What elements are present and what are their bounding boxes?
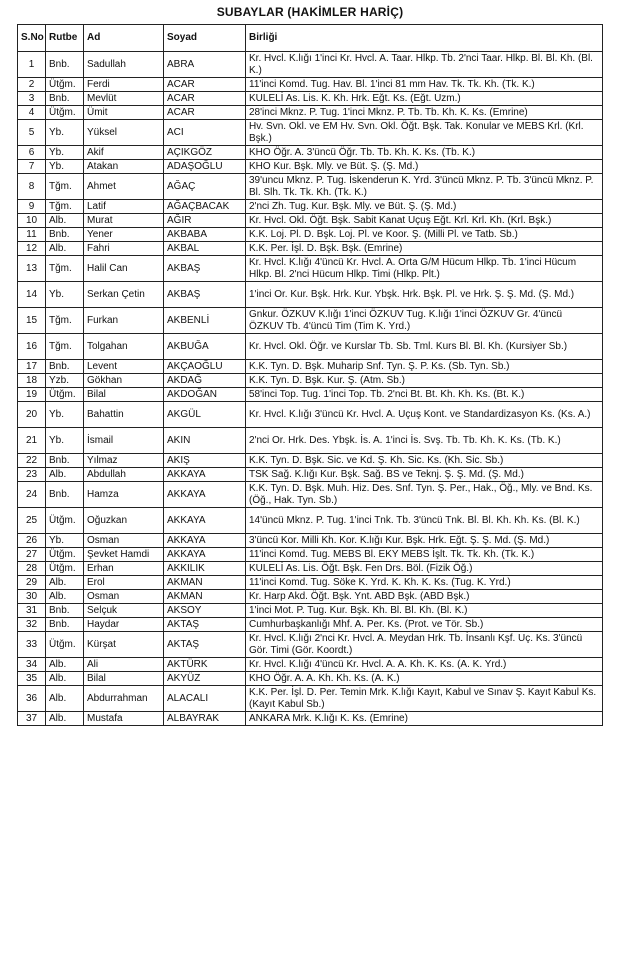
cell-rutbe: Yzb. [46, 374, 84, 388]
cell-birligi: 11'inci Komd. Tug. Söke K. Yrd. K. Kh. K. Ks. (Tug. K. Yrd.) [246, 576, 603, 590]
cell-no: 9 [18, 200, 46, 214]
cell-rutbe: Yb. [46, 534, 84, 548]
cell-birligi: Cumhurbaşkanlığı Mhf. A. Per. Ks. (Prot. ve Tör. Sb.) [246, 618, 603, 632]
cell-rutbe: Ütğm. [46, 632, 84, 658]
cell-ad: Bahattin [84, 402, 164, 428]
cell-no: 29 [18, 576, 46, 590]
cell-no: 19 [18, 388, 46, 402]
cell-rutbe: Alb. [46, 214, 84, 228]
cell-birligi: 3'üncü Kor. Milli Kh. Kor. K.lığı Kur. Bşk. Hrk. Eğt. Ş. Ş. Md. (Ş. Md.) [246, 534, 603, 548]
cell-soyad: AKKAYA [164, 548, 246, 562]
cell-birligi: K.K. Tyn. D. Bşk. Kur. Ş. (Atm. Sb.) [246, 374, 603, 388]
cell-rutbe: Ütğm. [46, 78, 84, 92]
table-row [18, 120, 603, 146]
cell-soyad: ACAR [164, 78, 246, 92]
cell-no: 34 [18, 658, 46, 672]
cell-birligi: Kr. Hvcl. K.lığı 1'inci Kr. Hvcl. A. Taar. Hlkp. Tb. 2'nci Taar. Hlkp. Bl. Bl. Kh. (Bl. K.) [246, 52, 603, 78]
cell-birligi: Kr. Harp Akd. Öğt. Bşk. Ynt. ABD Bşk. (ABD Bşk.) [246, 590, 603, 604]
table-row [18, 658, 603, 672]
cell-birligi: K.K. Per. İşl. D. Bşk. Bşk. (Emrine) [246, 242, 603, 256]
table-row [18, 334, 603, 360]
table-row [18, 562, 603, 576]
cell-rutbe: Bnb. [46, 604, 84, 618]
table-row [18, 604, 603, 618]
cell-no: 35 [18, 672, 46, 686]
cell-rutbe: Tğm. [46, 200, 84, 214]
cell-ad: Sadullah [84, 52, 164, 78]
cell-no: 6 [18, 146, 46, 160]
cell-soyad: AKMAN [164, 576, 246, 590]
table-row [18, 590, 603, 604]
table-row [18, 534, 603, 548]
cell-ad: Yüksel [84, 120, 164, 146]
cell-birligi: 1'inci Mot. P. Tug. Kur. Bşk. Kh. Bl. Bl. Kh. (Bl. K.) [246, 604, 603, 618]
cell-soyad: AKBUĞA [164, 334, 246, 360]
cell-soyad: ACI [164, 120, 246, 146]
cell-birligi: Kr. Hvcl. Okl. Öğt. Bşk. Sabit Kanat Uçuş Eğt. Krl. Krl. Kh. (Krl. Bşk.) [246, 214, 603, 228]
cell-soyad: AKSOY [164, 604, 246, 618]
cell-soyad: AKBAL [164, 242, 246, 256]
cell-rutbe: Alb. [46, 590, 84, 604]
cell-birligi: 39'uncu Mknz. P. Tug. İskenderun K. Yrd. 3'üncü Mknz. P. Tb. 3'üncü Mknz. P. Bl. Slh. Tk. Tk. Kh. (Tk. K.) [246, 174, 603, 200]
cell-rutbe: Bnb. [46, 618, 84, 632]
cell-birligi: Gnkur. ÖZKUV K.lığı 1'inci ÖZKUV Tug. K.lığı 1'inci ÖZKUV Gr. 4'üncü ÖZKUV Tb. 4'üncü Tim (Tim K. Yrd.) [246, 308, 603, 334]
cell-no: 3 [18, 92, 46, 106]
cell-birligi: Hv. Svn. Okl. ve EM Hv. Svn. Okl. Öğt. Bşk. Tak. Konular ve MEBS Krl. (Krl. Bşk.) [246, 120, 603, 146]
cell-soyad: AKTÜRK [164, 658, 246, 672]
cell-rutbe: Tğm. [46, 308, 84, 334]
table-row [18, 308, 603, 334]
table-row [18, 374, 603, 388]
cell-birligi: Kr. Hvcl. K.lığı 4'üncü Kr. Hvcl. A. Orta G/M Hücum Hlkp. Tb. 1'inci Hücum Hlkp. Bl. 2'nci Hücum Hlkp. Timi (Hlkp. Plt.) [246, 256, 603, 282]
cell-rutbe: Ütğm. [46, 388, 84, 402]
cell-rutbe: Yb. [46, 428, 84, 454]
cell-birligi: TSK Sağ. K.lığı Kur. Bşk. Sağ. BS ve Teknj. Ş. Ş. Md. (Ş. Md.) [246, 468, 603, 482]
cell-no: 8 [18, 174, 46, 200]
table-row [18, 160, 603, 174]
cell-no: 37 [18, 712, 46, 726]
cell-birligi: KHO Öğr. A. 3'üncü Öğr. Tb. Tb. Kh. K. Ks. (Tb. K.) [246, 146, 603, 160]
cell-ad: Abdullah [84, 468, 164, 482]
cell-ad: Yener [84, 228, 164, 242]
cell-rutbe: Alb. [46, 672, 84, 686]
cell-soyad: AKKAYA [164, 468, 246, 482]
cell-ad: Haydar [84, 618, 164, 632]
cell-ad: Oğuzkan [84, 508, 164, 534]
cell-rutbe: Ütğm. [46, 106, 84, 120]
cell-no: 20 [18, 402, 46, 428]
cell-rutbe: Alb. [46, 658, 84, 672]
cell-soyad: AĞIR [164, 214, 246, 228]
cell-ad: Ferdi [84, 78, 164, 92]
cell-rutbe: Bnb. [46, 228, 84, 242]
table-row [18, 454, 603, 468]
cell-ad: Şevket Hamdi [84, 548, 164, 562]
header-no: S.No [18, 25, 46, 52]
cell-soyad: ADAŞOĞLU [164, 160, 246, 174]
cell-soyad: AKDOĞAN [164, 388, 246, 402]
cell-rutbe: Alb. [46, 712, 84, 726]
cell-birligi: Kr. Hvcl. K.lığı 3'üncü Kr. Hvcl. A. Uçuş Kont. ve Standardizasyon Ks. (Ks. A.) [246, 402, 603, 428]
cell-ad: Ali [84, 658, 164, 672]
table-row [18, 242, 603, 256]
cell-soyad: AKKILIK [164, 562, 246, 576]
cell-rutbe: Tğm. [46, 334, 84, 360]
cell-birligi: 1'inci Or. Kur. Bşk. Hrk. Kur. Ybşk. Hrk. Bşk. Pl. ve Hrk. Ş. Ş. Md. (Ş. Md.) [246, 282, 603, 308]
cell-no: 14 [18, 282, 46, 308]
cell-soyad: AKIN [164, 428, 246, 454]
table-row [18, 146, 603, 160]
cell-birligi: KHO Kur. Bşk. Mly. ve Büt. Ş. (Ş. Md.) [246, 160, 603, 174]
cell-rutbe: Ütğm. [46, 562, 84, 576]
cell-soyad: AKBAŞ [164, 282, 246, 308]
cell-birligi: ANKARA Mrk. K.lığı K. Ks. (Emrine) [246, 712, 603, 726]
cell-rutbe: Alb. [46, 242, 84, 256]
cell-no: 24 [18, 482, 46, 508]
cell-birligi: KULELİ As. Lis. K. Kh. Hrk. Eğt. Ks. (Eğt. Uzm.) [246, 92, 603, 106]
cell-soyad: ACAR [164, 106, 246, 120]
cell-birligi: KULELİ As. Lis. Öğt. Bşk. Fen Drs. Böl. (Fizik Öğ.) [246, 562, 603, 576]
officer-table [17, 24, 603, 726]
cell-birligi: K.K. Tyn. D. Bşk. Sic. ve Kd. Ş. Kh. Sic. Ks. (Kh. Sic. Sb.) [246, 454, 603, 468]
cell-no: 26 [18, 534, 46, 548]
cell-birligi: 2'nci Zh. Tug. Kur. Bşk. Mly. ve Büt. Ş. (Ş. Md.) [246, 200, 603, 214]
table-row [18, 78, 603, 92]
cell-no: 28 [18, 562, 46, 576]
cell-birligi: K.K. Loj. Pl. D. Bşk. Loj. Pl. ve Koor. Ş. (Milli Pl. ve Tatb. Sb.) [246, 228, 603, 242]
cell-rutbe: Tğm. [46, 256, 84, 282]
cell-ad: Osman [84, 590, 164, 604]
cell-ad: Akif [84, 146, 164, 160]
cell-no: 23 [18, 468, 46, 482]
cell-ad: Yılmaz [84, 454, 164, 468]
table-row [18, 52, 603, 78]
cell-soyad: AKYÜZ [164, 672, 246, 686]
cell-ad: Levent [84, 360, 164, 374]
cell-no: 25 [18, 508, 46, 534]
cell-ad: Tolgahan [84, 334, 164, 360]
cell-soyad: AÇIKGÖZ [164, 146, 246, 160]
cell-soyad: ALACALI [164, 686, 246, 712]
cell-birligi: Kr. Hvcl. K.lığı 4'üncü Kr. Hvcl. A. A. Kh. K. Ks. (A. K. Yrd.) [246, 658, 603, 672]
table-row [18, 106, 603, 120]
cell-rutbe: Ütğm. [46, 508, 84, 534]
cell-soyad: AĞAÇBACAK [164, 200, 246, 214]
table-row [18, 712, 603, 726]
document-title: SUBAYLAR (HAKİMLER HARİÇ) [216, 5, 404, 19]
table-row [18, 200, 603, 214]
cell-no: 7 [18, 160, 46, 174]
cell-no: 12 [18, 242, 46, 256]
cell-soyad: AKKAYA [164, 508, 246, 534]
cell-rutbe: Alb. [46, 468, 84, 482]
cell-birligi: K.K. Tyn. D. Bşk. Muh. Hiz. Des. Snf. Tyn. Ş. Per., Hak., Öğ., Mly. ve Bnd. Ks. (Öğ., Hak. Tyn. Sb.) [246, 482, 603, 508]
cell-no: 11 [18, 228, 46, 242]
table-row [18, 468, 603, 482]
cell-soyad: AKBABA [164, 228, 246, 242]
cell-soyad: ABRA [164, 52, 246, 78]
table-row [18, 214, 603, 228]
cell-birligi: 28'inci Mknz. P. Tug. 1'inci Mknz. P. Tb. Tb. Kh. K. Ks. (Emrine) [246, 106, 603, 120]
table-row [18, 256, 603, 282]
table-row [18, 428, 603, 454]
cell-no: 31 [18, 604, 46, 618]
cell-no: 17 [18, 360, 46, 374]
cell-no: 30 [18, 590, 46, 604]
header-birligi: Birliği [246, 25, 603, 52]
cell-ad: Latif [84, 200, 164, 214]
cell-ad: Gökhan [84, 374, 164, 388]
cell-ad: Abdurrahman [84, 686, 164, 712]
cell-no: 32 [18, 618, 46, 632]
table-row [18, 576, 603, 590]
cell-ad: Erhan [84, 562, 164, 576]
cell-rutbe: Bnb. [46, 482, 84, 508]
cell-no: 2 [18, 78, 46, 92]
cell-no: 18 [18, 374, 46, 388]
cell-soyad: ALBAYRAK [164, 712, 246, 726]
header-soyad: Soyad [164, 25, 246, 52]
cell-ad: Mustafa [84, 712, 164, 726]
cell-ad: Osman [84, 534, 164, 548]
cell-no: 4 [18, 106, 46, 120]
table-row [18, 228, 603, 242]
cell-ad: İsmail [84, 428, 164, 454]
cell-no: 13 [18, 256, 46, 282]
cell-no: 22 [18, 454, 46, 468]
cell-soyad: AKMAN [164, 590, 246, 604]
cell-soyad: AKTAŞ [164, 618, 246, 632]
cell-ad: Ahmet [84, 174, 164, 200]
cell-soyad: AKKAYA [164, 534, 246, 548]
cell-birligi: K.K. Per. İşl. D. Per. Temin Mrk. K.lığı Kayıt, Kabul ve Sınav Ş. Kayıt Kabul Ks. (Kayıt Kabul Sb.) [246, 686, 603, 712]
cell-no: 15 [18, 308, 46, 334]
cell-rutbe: Bnb. [46, 360, 84, 374]
table-row [18, 388, 603, 402]
cell-ad: Selçuk [84, 604, 164, 618]
cell-soyad: AKÇAOĞLU [164, 360, 246, 374]
cell-rutbe: Alb. [46, 686, 84, 712]
cell-ad: Ümit [84, 106, 164, 120]
cell-ad: Halil Can [84, 256, 164, 282]
table-row [18, 174, 603, 200]
cell-rutbe: Bnb. [46, 92, 84, 106]
cell-birligi: K.K. Tyn. D. Bşk. Muharip Snf. Tyn. Ş. P. Ks. (Sb. Tyn. Sb.) [246, 360, 603, 374]
cell-no: 36 [18, 686, 46, 712]
cell-no: 21 [18, 428, 46, 454]
cell-birligi: Kr. Hvcl. Okl. Öğr. ve Kurslar Tb. Sb. Tml. Kurs Bl. Bl. Kh. (Kursiyer Sb.) [246, 334, 603, 360]
cell-no: 1 [18, 52, 46, 78]
cell-rutbe: Yb. [46, 160, 84, 174]
cell-rutbe: Tğm. [46, 174, 84, 200]
cell-birligi: KHO Öğr. A. A. Kh. Kh. Ks. (A. K.) [246, 672, 603, 686]
cell-soyad: AKGÜL [164, 402, 246, 428]
cell-ad: Mevlüt [84, 92, 164, 106]
cell-ad: Bilal [84, 672, 164, 686]
table-row [18, 686, 603, 712]
cell-rutbe: Bnb. [46, 52, 84, 78]
header-rutbe: Rutbe [46, 25, 84, 52]
cell-ad: Hamza [84, 482, 164, 508]
cell-rutbe: Yb. [46, 282, 84, 308]
cell-ad: Kürşat [84, 632, 164, 658]
cell-ad: Murat [84, 214, 164, 228]
cell-birligi: 11'inci Komd. Tug. Hav. Bl. 1'inci 81 mm Hav. Tk. Tk. Kh. (Tk. K.) [246, 78, 603, 92]
cell-rutbe: Yb. [46, 146, 84, 160]
cell-soyad: AKBAŞ [164, 256, 246, 282]
cell-rutbe: Yb. [46, 402, 84, 428]
header-row [18, 25, 603, 52]
cell-soyad: ACAR [164, 92, 246, 106]
header-ad: Ad [84, 25, 164, 52]
table-row [18, 632, 603, 658]
cell-no: 33 [18, 632, 46, 658]
cell-ad: Furkan [84, 308, 164, 334]
table-row [18, 402, 603, 428]
cell-no: 5 [18, 120, 46, 146]
cell-rutbe: Alb. [46, 576, 84, 590]
table-row [18, 92, 603, 106]
cell-birligi: 11'inci Komd. Tug. MEBS Bl. EKY MEBS İşlt. Tk. Tk. Kh. (Tk. K.) [246, 548, 603, 562]
cell-soyad: AKBENLİ [164, 308, 246, 334]
cell-no: 27 [18, 548, 46, 562]
cell-ad: Fahri [84, 242, 164, 256]
cell-soyad: AKTAŞ [164, 632, 246, 658]
cell-soyad: AKDAĞ [164, 374, 246, 388]
cell-birligi: Kr. Hvcl. K.lığı 2'nci Kr. Hvcl. A. Meydan Hrk. Tb. İnsanlı Kşf. Uç. Ks. 3'üncü Gör. Timi (Gör. Koordt.) [246, 632, 603, 658]
cell-no: 10 [18, 214, 46, 228]
cell-birligi: 14'üncü Mknz. P. Tug. 1'inci Tnk. Tb. 3'üncü Tnk. Bl. Bl. Kh. Kh. Ks. (Bl. K.) [246, 508, 603, 534]
cell-birligi: 2'nci Or. Hrk. Des. Ybşk. İs. A. 1'inci İs. Svş. Tb. Tb. Kh. K. Ks. (Tb. K.) [246, 428, 603, 454]
table-row [18, 618, 603, 632]
cell-ad: Atakan [84, 160, 164, 174]
table-row [18, 282, 603, 308]
cell-ad: Bilal [84, 388, 164, 402]
cell-rutbe: Bnb. [46, 454, 84, 468]
cell-ad: Erol [84, 576, 164, 590]
cell-rutbe: Ütğm. [46, 548, 84, 562]
table-row [18, 482, 603, 508]
table-row [18, 672, 603, 686]
table-row [18, 548, 603, 562]
cell-no: 16 [18, 334, 46, 360]
cell-soyad: AKIŞ [164, 454, 246, 468]
cell-soyad: AĞAÇ [164, 174, 246, 200]
cell-rutbe: Yb. [46, 120, 84, 146]
table-row [18, 508, 603, 534]
cell-birligi: 58'inci Top. Tug. 1'inci Top. Tb. 2'nci Bt. Bt. Kh. Kh. Ks. (Bt. K.) [246, 388, 603, 402]
table-row [18, 360, 603, 374]
cell-soyad: AKKAYA [164, 482, 246, 508]
cell-ad: Serkan Çetin [84, 282, 164, 308]
